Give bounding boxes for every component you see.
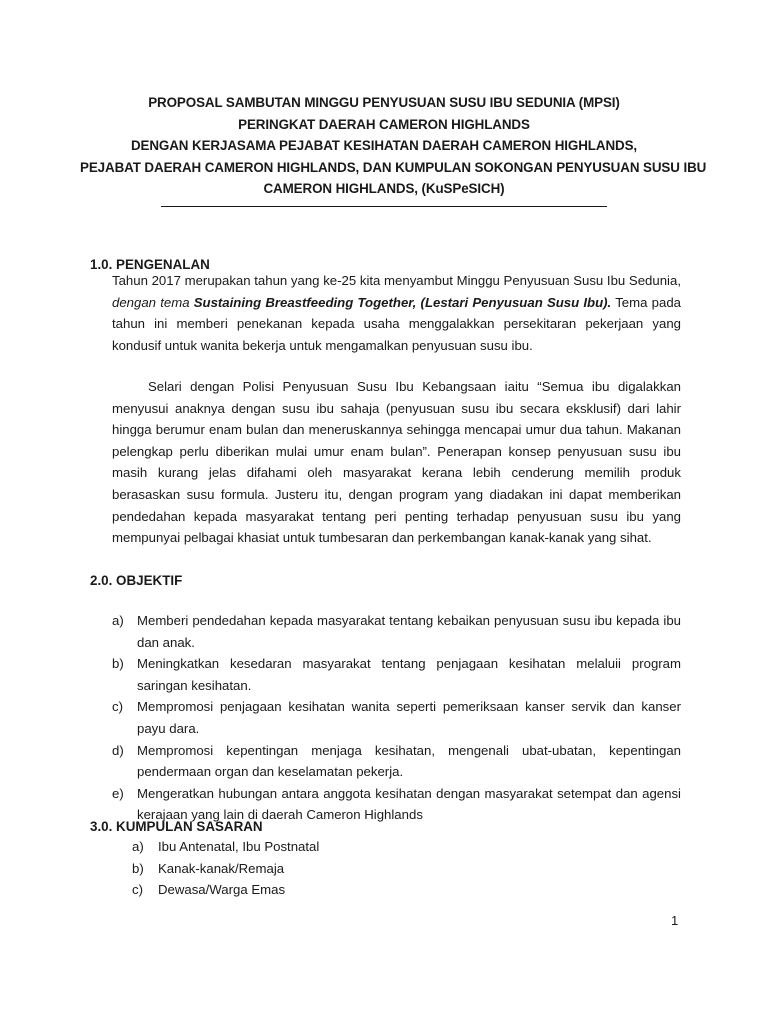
header-line: DENGAN KERJASAMA PEJABAT KESIHATAN DAERAH CAMERON HIGHLANDS,: [130, 138, 638, 153]
intro-text-rest: Tema pada tahun ini memberi penekanan kepada usaha menggalakkan persekitaran pekerjaan yang kondusif untuk wanita bekerja untuk mengamalkan penyusuan susu ibu.: [112, 294, 681, 353]
header-line: CAMERON HIGHLANDS, (KuSPeSICH): [263, 181, 505, 196]
policy-text: Selari dengan Polisi Penyusuan Susu Ibu Kebangsaan iaitu “Semua ibu digalakkan menyusui anaknya dengan susu ibu sahaja (penyusuan susu ibu secara eksklusif) dari lahir hingga berumur enam bulan dan meneruskannya sehingga mencapai umur dua tahun. Makanan pelengkap perlu diberikan mulai umur enam bulan”. Penerapan konsep penyusuan susu ibu masih kurang jelas difahami oleh masyarakat kerana lebih cenderung memilih produk berasaskan susu formula. Justeru itu, dengan program yang diadakan ini dapat memberikan pendedahan kepada masyarakat tentang peri penting terhadap penyusuan susu ibu yang mempunyai pelbagai khasiat untuk tumbesaran dan perkembangan kanak-kanak yang sihat.: [112, 379, 681, 546]
list-marker: a): [132, 839, 144, 854]
target-group-list: [132, 836, 558, 901]
document-header: [80, 92, 707, 200]
intro-paragraph-2: [112, 376, 681, 549]
page-number: 1: [671, 913, 679, 928]
intro-text: Tahun 2017 merupakan tahun yang ke-25 kita menyambut Minggu Penyusuan Susu Ibu Sedunia,: [112, 273, 681, 288]
theme-title: Sustaining Breastfeeding Together, (Lestari Penyusuan Susu Ibu).: [193, 294, 612, 310]
list-item-text: Ibu Antenatal, Ibu Postnatal: [158, 839, 320, 854]
section-title-kumpulan-sasaran: 3.0. KUMPULAN SASARAN: [90, 819, 263, 834]
list-item-text: Meningkatkan kesedaran masyarakat tentang penjagaan kesihatan melaluii program saringan kesihatan.: [137, 656, 681, 693]
list-item: [112, 653, 681, 696]
list-marker: b): [112, 656, 124, 672]
list-item-text: Mengeratkan hubungan antara anggota kesihatan dengan masyarakat setempat dan agensi kerajaan yang lain di daerah Cameron Highlands: [137, 785, 681, 823]
list-item: [112, 740, 681, 783]
intro-italic-text: dengan tema: [112, 294, 194, 310]
header-line: PEJABAT DAERAH CAMERON HIGHLANDS, DAN KUMPULAN SOKONGAN PENYUSUAN SUSU IBU: [80, 159, 707, 175]
list-marker: c): [132, 882, 143, 898]
list-item: [132, 879, 558, 901]
list-item-text: Mempromosi penjagaan kesihatan wanita seperti pemeriksaan kanser servik dan kanser payu dara.: [137, 699, 681, 736]
list-marker: c): [112, 699, 123, 715]
list-item: [112, 610, 681, 653]
list-item: [132, 858, 558, 880]
list-item-text: Mempromosi kepentingan menjaga kesihatan, mengenali ubat-ubatan, kepentingan pendermaan organ dan keselamatan pekerja.: [137, 742, 681, 780]
intro-paragraph-1: [112, 270, 681, 356]
list-marker: e): [112, 785, 124, 801]
objective-list: [112, 610, 681, 826]
header-line: PERINGKAT DAERAH CAMERON HIGHLANDS: [238, 116, 530, 132]
list-item-text: Kanak-kanak/Remaja: [158, 860, 285, 876]
list-marker: b): [132, 860, 144, 876]
list-marker: d): [112, 742, 124, 758]
header-line: PROPOSAL SAMBUTAN MINGGU PENYUSUAN SUSU IBU SEDUNIA (MPSI): [148, 95, 620, 110]
section-title-objektif: 2.0. OBJEKTIF: [90, 573, 183, 588]
header-divider: [161, 206, 607, 207]
list-marker: a): [112, 613, 124, 628]
list-item: [132, 836, 558, 858]
section-title-pengenalan: 1.0. PENGENALAN: [90, 257, 210, 272]
list-item-text: Dewasa/Warga Emas: [158, 882, 286, 898]
list-item: [112, 696, 681, 739]
list-item-text: Memberi pendedahan kepada masyarakat tentang kebaikan penyusuan susu ibu kepada ibu dan anak.: [137, 613, 681, 650]
